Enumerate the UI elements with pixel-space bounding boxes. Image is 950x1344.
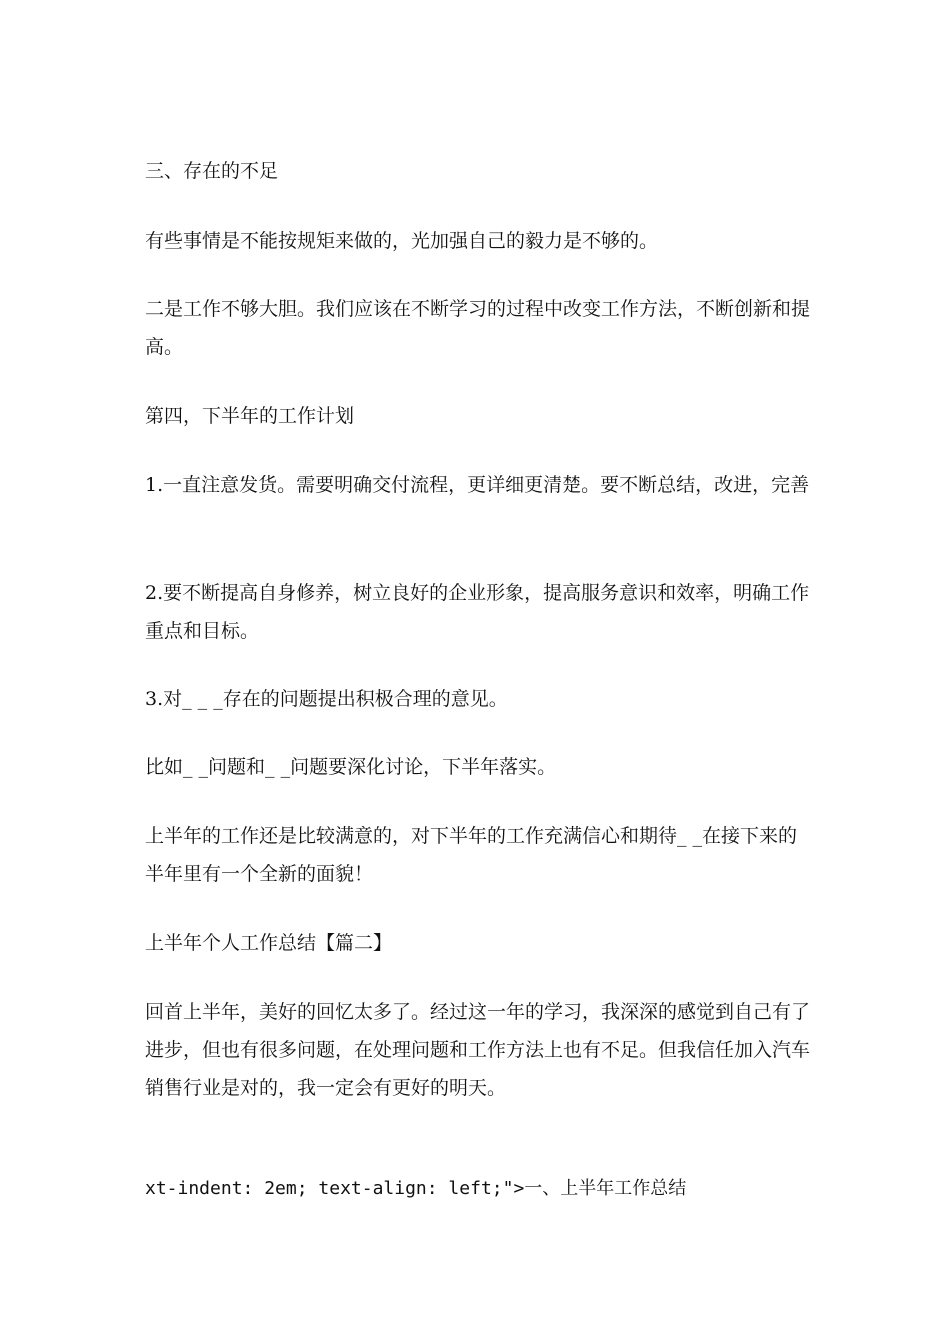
list-item: 3.对_ _ _存在的问题提出积极合理的意见。	[145, 688, 508, 710]
paragraph: 回首上半年，美好的回忆太多了。经过这一年的学习，我深深的感觉到自己有了进步，但也有很多问题，在处理问题和工作方法上也有不足。但我信任加入汽车销售行业是对的，我一定会有更好的明天。	[145, 1001, 811, 1099]
paragraph: 上半年的工作还是比较满意的，对下半年的工作充满信心和期待_ _在接下来的半年里有一个全新的面貌！	[145, 825, 798, 885]
article-subtitle: 上半年个人工作总结【篇二】	[145, 932, 393, 954]
code-fragment-text: xt-indent: 2em; text-align: left;">一、上半年工作总结	[145, 1178, 687, 1199]
section-heading-shortcomings: 三、存在的不足	[145, 160, 279, 182]
list-item: 1.一直注意发货。需要明确交付流程，更详细更清楚。要不断总结，改进，完善	[145, 474, 810, 496]
list-item: 2.要不断提高自身修养，树立良好的企业形象，提高服务意识和效率，明确工作重点和目标。	[145, 582, 810, 642]
paragraph: 有些事情是不能按规矩来做的，光加强自己的毅力是不够的。	[145, 230, 659, 252]
paragraph: 比如_ _问题和_ _问题要深化讨论，下半年落实。	[145, 756, 557, 778]
paragraph: 二是工作不够大胆。我们应该在不断学习的过程中改变工作方法，不断创新和提高。	[145, 298, 811, 358]
section-heading-plan: 第四，下半年的工作计划	[145, 405, 355, 427]
